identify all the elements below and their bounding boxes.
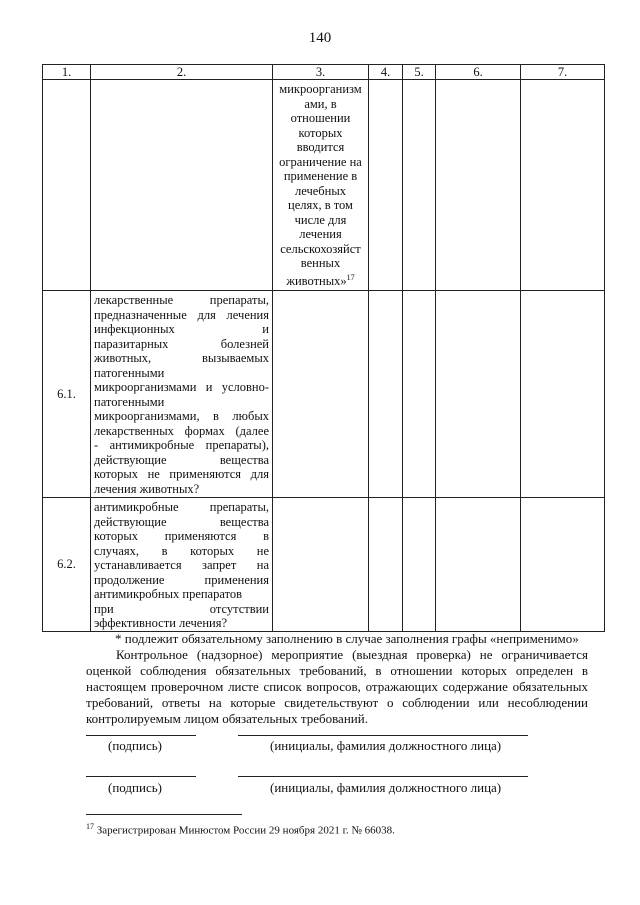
- header-col-6: 6.: [436, 65, 521, 80]
- required-note: * подлежит обязательному заполнению в случае заполнения графы «неприменимо»: [115, 631, 579, 646]
- footnote-ref: 17: [346, 272, 355, 282]
- name-line: [238, 776, 528, 777]
- header-col-2: 2.: [91, 65, 273, 80]
- header-col-5: 5.: [403, 65, 436, 80]
- signature-line: [86, 776, 196, 777]
- name-label: (инициалы, фамилия должностного лица): [270, 738, 502, 753]
- page-number: 140: [308, 30, 332, 46]
- footnote-separator: [86, 814, 242, 815]
- question-text: антимикробные препараты, действующие вещества которых применяются в случаях, в которых не устанавливается запрет на продолжение применения антимикробных препаратов при отсутствии эффективности лечения?: [91, 498, 273, 632]
- header-col-1: 1.: [43, 65, 91, 80]
- table-row-6-2: [43, 498, 605, 632]
- checklist-table: [42, 64, 605, 632]
- signature-label: (подпись): [108, 780, 162, 795]
- inspection-paragraph: Контрольное (надзорное) мероприятие (выездная проверка) не ограничивается оценкой соблюдения обязательных требований, в отношении которых определен в настоящем проверочном листе список вопросов, отражающих содержание обязательных требований, ответы на которые свидетельствуют о соблюдении или несоблюдении контролируемым лицом обязательных требований.: [86, 647, 588, 726]
- footnote: $^{17}$ Зарегистрирован Минюстом России 29 ноября 2021 г. № 66038.: [86, 822, 395, 837]
- header-col-3: 3.: [273, 65, 369, 80]
- signature-label: (подпись): [108, 738, 162, 753]
- question-text: лекарственные препараты, предназначенные для лечения инфекционных и паразитарных болезней животных, вызываемых патогенными микроорганизмами и условно- патогенными микроорганизмами, в любых лекарственных формах (далее - антимикробные препараты), действующие вещества которых не применяются для лечения животных?: [91, 291, 273, 498]
- row-number: 6.1.: [43, 291, 91, 498]
- signature-line: [86, 735, 196, 736]
- name-label: (инициалы, фамилия должностного лица): [270, 780, 502, 795]
- name-line: [238, 735, 528, 736]
- header-col-7: 7.: [521, 65, 605, 80]
- table-row-continuation: [43, 80, 605, 291]
- continuation-text: микроорганизм ами, в отношении которых вводится ограничение на применение в лечебных целях, в том числе для лечения сельскохозяйст венных животных»$^{17}$: [273, 80, 369, 291]
- table-row-6-1: [43, 291, 605, 498]
- row-number: 6.2.: [43, 498, 91, 632]
- table-header-row: [43, 65, 605, 80]
- header-col-4: 4.: [369, 65, 403, 80]
